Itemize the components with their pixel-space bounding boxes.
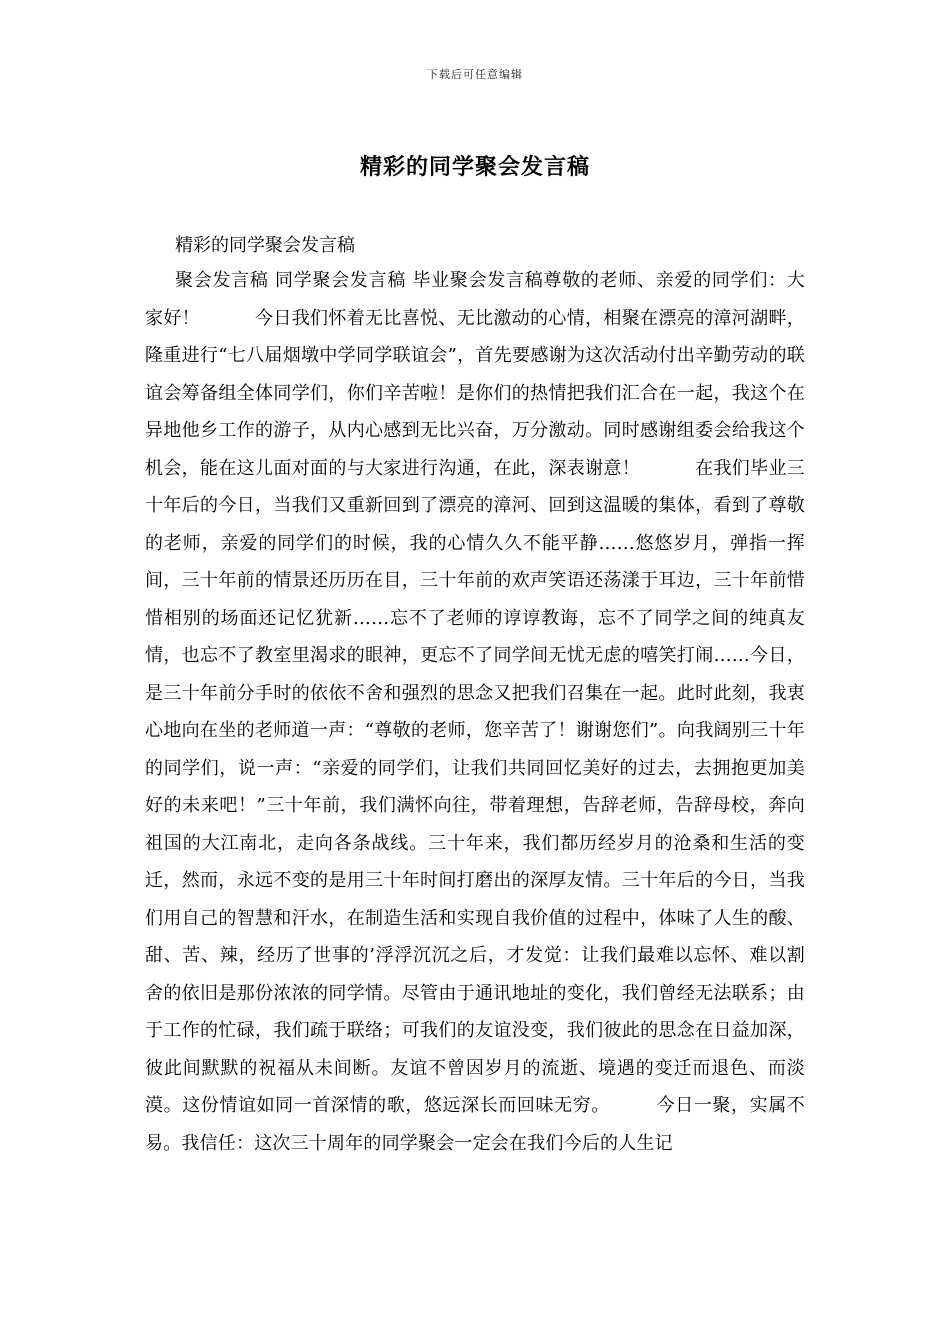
document-subtitle: 精彩的同学聚会发言稿 (175, 235, 355, 256)
body-paragraph: 聚会发言稿 同学聚会发言稿 毕业聚会发言稿尊敬的老师、亲爱的同学们：大家好！ 今日我们怀着无比喜悦、无比激动的心情，相聚在漂亮的漳河湖畔，隆重进行“七八届烟墩中学同学联谊会”，首先要感谢为这次活动付出辛勤劳动的联谊会筹备组全体同学们，你们辛苦啦！是你们的热情把我们汇合在一起，我这个在异地他乡工作的游子，从内心感到无比兴奋，万分激动。同时感谢组委会给我这个机会，能在这儿面对面的与大家进行沟通，在此，深表谢意！ 在我们毕业三十年后的今日，当我们又重新回到了漂亮的漳河、回到这温暖的集体，看到了尊敬的老师，亲爱的同学们的时候，我的心情久久不能平静……悠悠岁月，弹指一挥间，三十年前的情景还历历在目，三十年前的欢声笑语还荡漾于耳边，三十年前惜惜相别的场面还记忆犹新……忘不了老师的谆谆教诲，忘不了同学之间的纯真友情，也忘不了教室里渴求的眼神，更忘不了同学间无忧无虑的嘻笑打闹……今日，是三十年前分手时的依依不舍和强烈的思念又把我们召集在一起。此时此刻，我衷心地向在坐的老师道一声：“尊敬的老师，您辛苦了！谢谢您们”。向我阔别三十年的同学们，说一声：“亲爱的同学们，让我们共同回忆美好的过去，去拥抱更加美好的未来吧！”三十年前，我们满怀向往，带着理想，告辞老师，告辞母校，奔向祖国的大江南北，走向各条战线。三十年来，我们都历经岁月的沧桑和生活的变迁，然而，永远不变的是用三十年时间打磨出的深厚友情。三十年后的今日，当我们用自己的智慧和汗水，在制造生活和实现自我价值的过程中，体味了人生的酸、甜、苦、辣，经历了世事的’浮浮沉沉之后，才发觉：让我们最难以忘怀、难以割舍的依旧是那份浓浓的同学情。尽管由于通讯地址的变化，我们曾经无法联系；由于工作的忙碌，我们疏于联络；可我们的友谊没变，我们彼此的思念在日益加深，彼此间默默的祝福从未间断。友谊不曾因岁月的流逝、境遇的变迁而退色、而淡漠。这份情谊如同一首深情的歌，悠远深长而回味无穷。 今日一聚，实属不易。我信任：这次三十周年的同学聚会一定会在我们今后的人生记 (145, 270, 805, 1154)
header-note: 下载后可任意编辑 (427, 68, 523, 81)
document-title: 精彩的同学聚会发言稿 (359, 154, 590, 180)
document-content (145, 230, 805, 1162)
